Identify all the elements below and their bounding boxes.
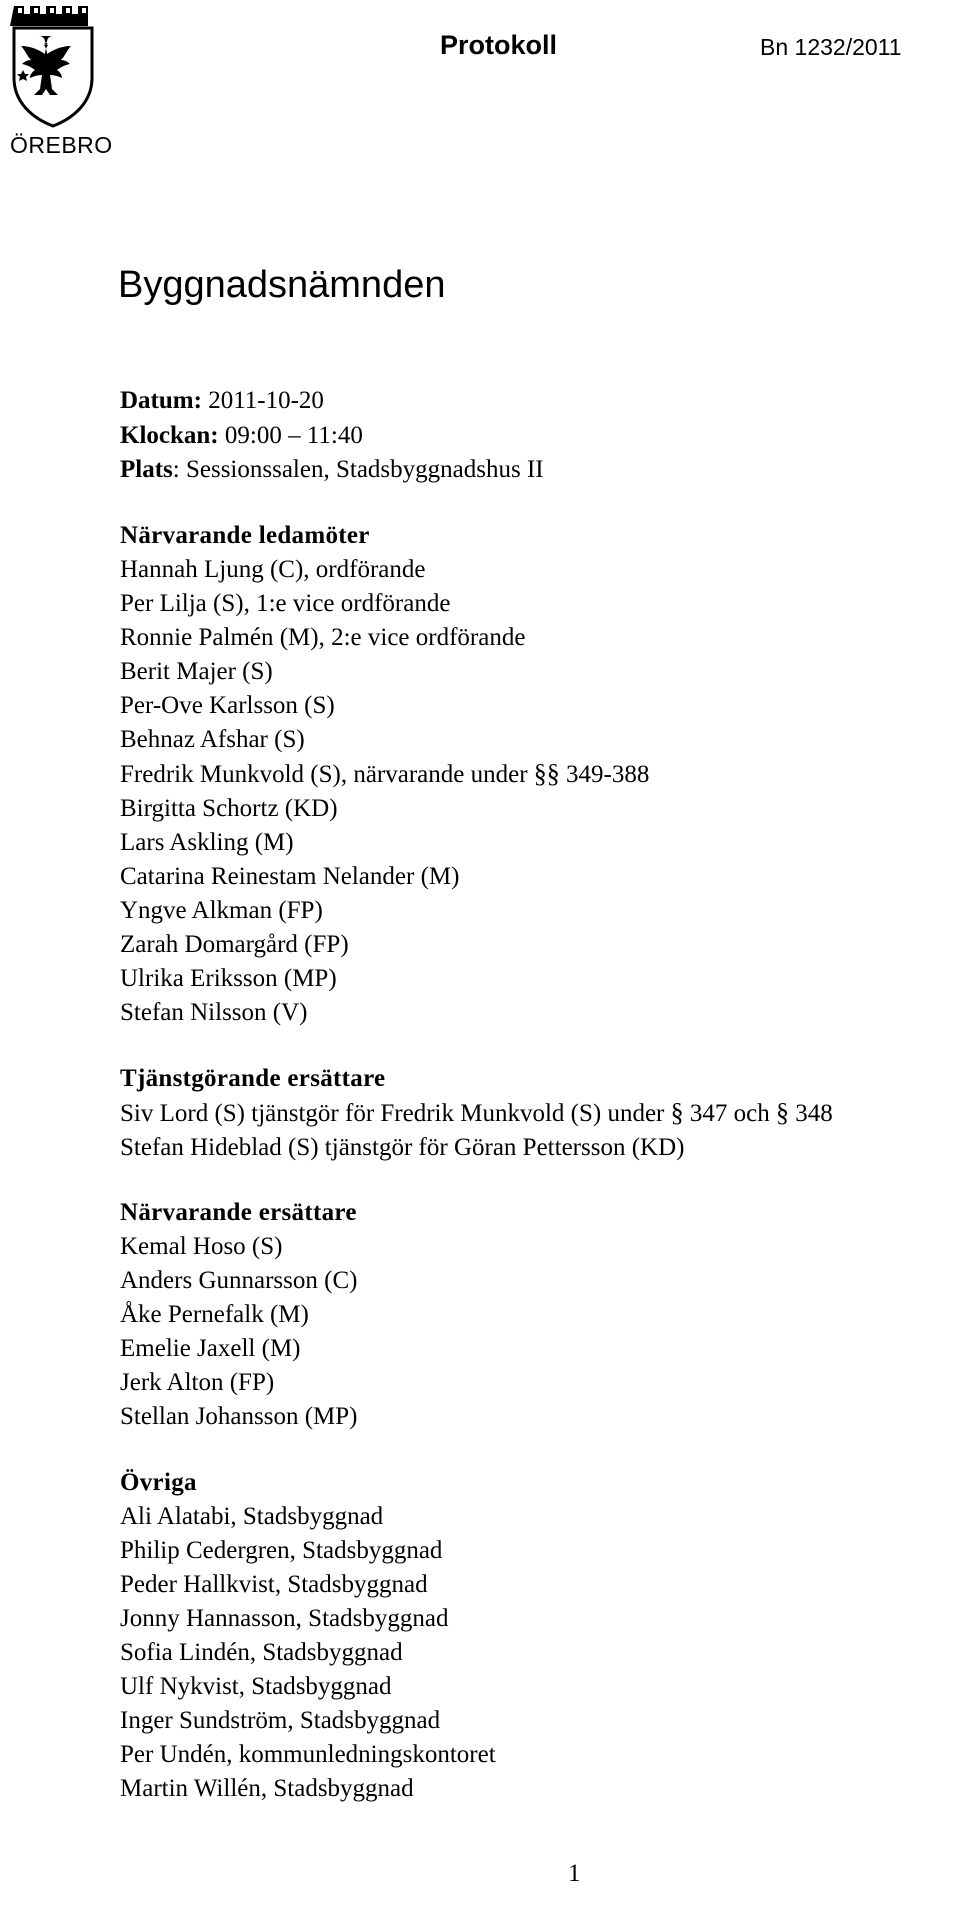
other-attendee-item: Peder Hallkvist, Stadsbyggnad (120, 1571, 428, 1598)
meeting-place-label: Plats (120, 456, 173, 483)
siv-lord-number-1: 347 och (683, 1100, 776, 1127)
member-item: Berit Majer (S) (120, 658, 273, 685)
other-attendee-item: Jonny Hannasson, Stadsbyggnad (120, 1605, 449, 1632)
member-item-munkvold (120, 757, 649, 792)
other-attendee-item: Philip Cedergren, Stadsbyggnad (120, 1537, 443, 1564)
serving-substitutes-section (120, 1062, 833, 1165)
substitute-item: Jerk Alton (FP) (120, 1369, 275, 1396)
meeting-time-value: 09:00 – 11:40 (224, 421, 363, 449)
other-attendee-item: Ulf Nykvist, Stadsbyggnad (120, 1673, 392, 1700)
member-item: Lars Askling (M) (120, 829, 294, 856)
member-item: Yngve Alkman (FP) (120, 897, 323, 924)
member-item: Per-Ove Karlsson (S) (120, 692, 335, 719)
present-members-heading: Närvarande ledamöter (120, 522, 370, 549)
substitute-item: Anders Gunnarsson (C) (120, 1267, 358, 1294)
others-section (120, 1466, 496, 1806)
meeting-place-value: : Sessionssalen, Stadsbyggnadshus II (172, 456, 544, 483)
member-item: Zarah Domargård (FP) (120, 931, 349, 958)
other-attendee-item: Per Undén, kommunledningskontoret (120, 1741, 496, 1768)
member-item: Catarina Reinestam Nelander (M) (120, 863, 460, 890)
meeting-time-label: Klockan: (120, 421, 219, 449)
member-item: Stefan Nilsson (V) (120, 999, 308, 1026)
meeting-info (120, 384, 544, 488)
other-attendee-item: Ali Alatabi, Stadsbyggnad (120, 1503, 384, 1530)
logo-text: ÖREBRO (10, 132, 113, 158)
section-symbol: § (776, 1098, 789, 1127)
substitute-item: Stellan Johansson (MP) (120, 1403, 358, 1430)
siv-lord-number-2: 348 (789, 1100, 833, 1127)
substitute-item: Kemal Hoso (S) (120, 1233, 283, 1260)
section-symbol: § (670, 1098, 684, 1127)
member-item: Birgitta Schortz (KD) (120, 795, 338, 822)
munkvold-text: Fredrik Munkvold (S), närvarande under (120, 761, 534, 788)
serving-substitutes-heading: Tjänstgörande ersättare (120, 1065, 386, 1092)
present-members-section (120, 519, 649, 1030)
present-substitutes-heading: Närvarande ersättare (120, 1199, 357, 1226)
substitute-item: Emelie Jaxell (M) (120, 1335, 301, 1362)
member-item: Ulrika Eriksson (MP) (120, 965, 337, 992)
meeting-date-label: Datum: (120, 387, 202, 414)
orebro-coat-of-arms-logo (10, 4, 113, 162)
document-reference-number: Bn 1232/2011 (760, 34, 902, 60)
substitute-item-siv-lord (120, 1096, 833, 1131)
member-item: Per Lilja (S), 1:e vice ordförande (120, 590, 451, 617)
member-item: Behnaz Afshar (S) (120, 726, 305, 753)
section-symbols: §§ (533, 759, 560, 788)
munkvold-range: 349-388 (559, 761, 650, 788)
document-type-title: Protokoll (440, 30, 558, 60)
meeting-date-line (120, 384, 544, 419)
member-item: Ronnie Palmén (M), 2:e vice ordförande (120, 624, 526, 651)
meeting-place-line (120, 453, 544, 488)
present-substitutes-section (120, 1196, 358, 1434)
others-heading: Övriga (120, 1469, 197, 1496)
other-attendee-item: Sofia Lindén, Stadsbyggnad (120, 1639, 403, 1666)
meeting-time-line (120, 419, 544, 454)
meeting-date-value: 2011-10-20 (208, 387, 324, 414)
member-item: Hannah Ljung (C), ordförande (120, 556, 426, 583)
page-title: Byggnadsnämnden (118, 264, 446, 306)
other-attendee-item: Martin Willén, Stadsbyggnad (120, 1775, 414, 1802)
substitute-item: Åke Pernefalk (M) (120, 1301, 309, 1328)
siv-lord-text: Siv Lord (S) tjänstgör för Fredrik Munkvold (S) under (120, 1100, 671, 1127)
substitute-item-stefan-hideblad: Stefan Hideblad (S) tjänstgör för Göran Pettersson (KD) (120, 1134, 685, 1161)
other-attendee-item: Inger Sundström, Stadsbyggnad (120, 1707, 441, 1734)
page-number: 1 (568, 1860, 581, 1887)
